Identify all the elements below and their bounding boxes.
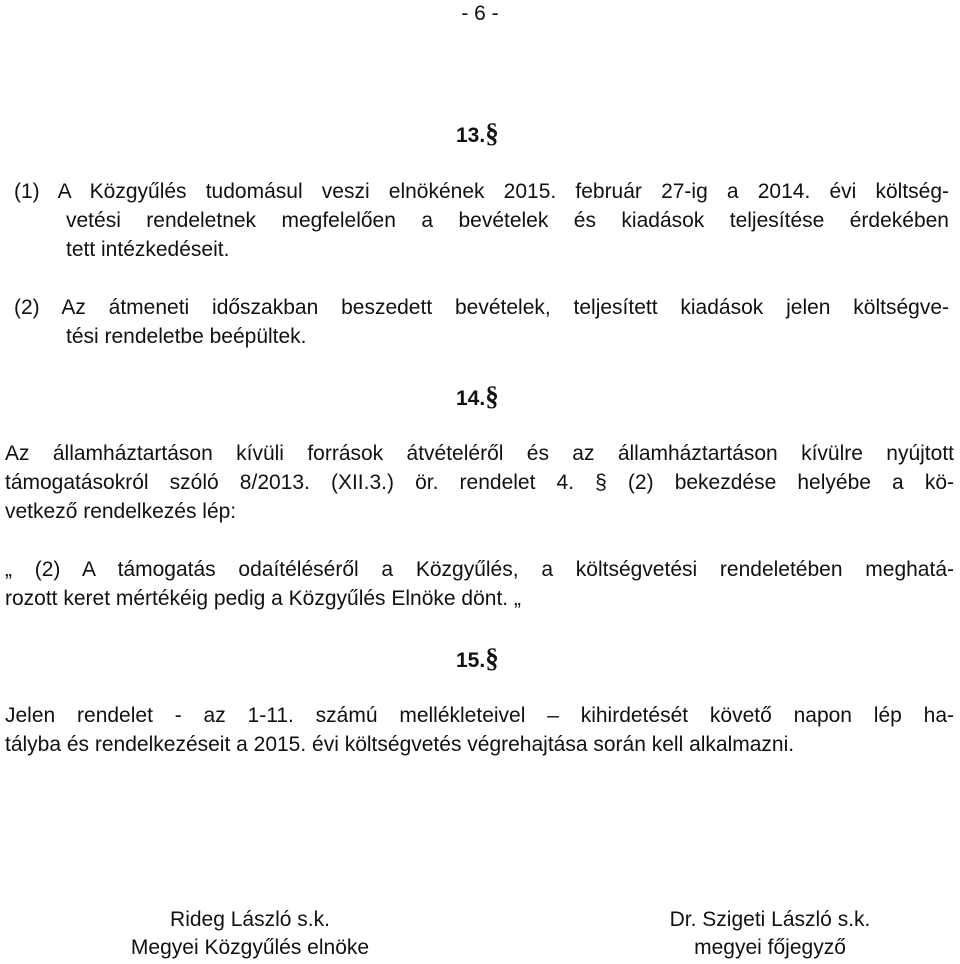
section-14-number: 14.	[456, 387, 486, 410]
section-15-symbol: §	[485, 643, 499, 673]
section-14-p2-line-2: rozott keret mértékéig pedig a Közgyűlés Elnöke dönt. „	[5, 587, 521, 610]
section-13-symbol: §	[485, 118, 499, 148]
section-15-p1-line-1: Jelen rendelet - az 1-11. számú mellékleteivel – kihirdetését követő napon lép ha-	[5, 704, 954, 727]
section-14-p2-line-1: „ (2) A támogatás odaítéléséről a Közgyűlés, a költségvetési rendeletében meghatá-	[5, 558, 954, 581]
section-13-p1-line-2: vetési rendeletnek megfelelően a bevételek és kiadások teljesítése érdekében	[66, 209, 949, 232]
page-number: - 6 -	[461, 2, 499, 25]
signature-name-right: Dr. Szigeti László s.k.	[669, 908, 871, 931]
signature-name-left: Rideg László s.k.	[170, 908, 330, 931]
signature-title-right: megyei főjegyző	[694, 936, 846, 959]
signature-block-left	[80, 906, 420, 962]
signature-title-left: Megyei Közgyűlés elnöke	[130, 936, 370, 959]
section-13-number: 13.	[456, 124, 486, 147]
section-14-heading	[456, 381, 499, 411]
section-14-p1-line-1: Az államháztartáson kívüli források átvételéről és az államháztartáson kívülre nyújtott	[5, 442, 954, 465]
section-13-p1-line-3: tett intézkedéseit.	[66, 238, 230, 261]
section-14-symbol: §	[485, 381, 499, 411]
section-13-p2-line-1: (2) Az átmeneti időszakban beszedett bevételek, teljesített kiadások jelen költségve-	[14, 296, 949, 319]
signature-block-right	[600, 906, 940, 962]
section-14-p1-line-3: vetkező rendelkezés lép:	[5, 500, 237, 523]
section-14-p1-line-2: támogatásokról szóló 8/2013. (XII.3.) ör. rendelet 4. § (2) bekezdése helyébe a kö-	[5, 471, 954, 494]
section-15-p1-line-2: tályba és rendelkezéseit a 2015. évi költségvetés végrehajtása során kell alkalmazni.	[5, 733, 795, 756]
section-13-p1-line-1: (1) A Közgyűlés tudomásul veszi elnökének 2015. február 27-ig a 2014. évi költség-	[14, 180, 949, 203]
section-13-heading	[456, 118, 499, 148]
section-13-p2-line-2: tési rendeletbe beépültek.	[66, 325, 307, 348]
section-15-heading	[456, 643, 499, 673]
section-15-number: 15.	[456, 649, 486, 672]
